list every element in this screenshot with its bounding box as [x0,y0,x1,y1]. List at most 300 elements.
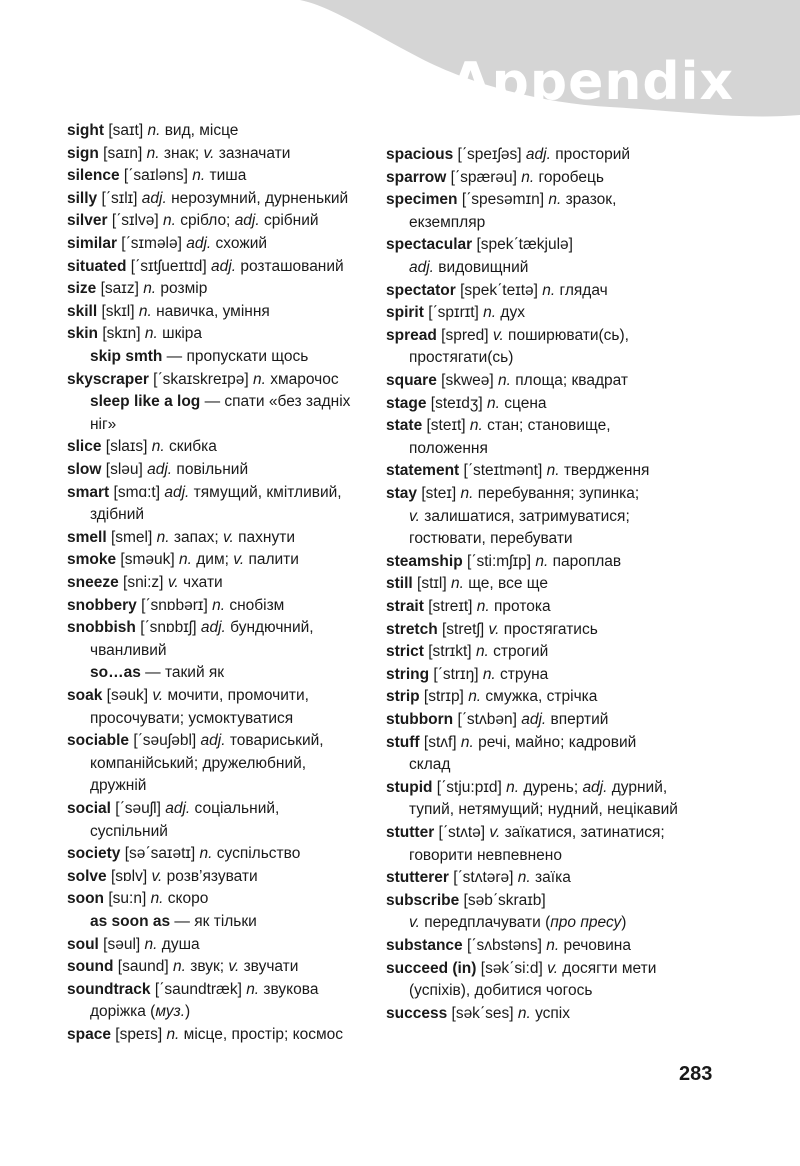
headword: soul [67,935,99,953]
entry-continuation-line [90,775,146,797]
entry-text: струна [495,665,549,683]
headword: steamship [386,552,463,570]
headword: strict [386,643,424,661]
entry-text: тямущий, кмітливий, [189,483,342,501]
part-of-speech: n. [147,122,161,139]
entry-text: ще, все ще [463,575,548,593]
headword: stupid [386,778,433,796]
entry-text: поширювати(сь), [503,326,629,344]
page-number: 283 [679,1063,713,1085]
headword: sight [67,122,105,139]
headword: society [67,845,121,863]
entry-text: палити [244,551,299,569]
part-of-speech: n. [138,302,152,320]
entry-text: тиша [205,167,247,185]
part-of-speech: v. [203,144,215,162]
entry-text: [spekˊtækjulə] [472,236,573,254]
entry-text: пахнути [233,528,295,546]
dictionary-entry [386,958,656,980]
entry-text: (успіхів), добитися чогось [409,982,593,1000]
part-of-speech: n. [246,980,260,998]
entry-text: площа; квадрат [510,372,628,389]
headword: skill [67,302,98,320]
entry-text: ) [185,1003,191,1021]
entry-text: звук; [185,958,229,976]
part-of-speech: n. [483,304,497,322]
entry-text: [smel] [106,528,157,546]
entry-text: передплачувати ( [419,914,551,932]
dictionary-entry [386,234,573,256]
entry-text: [ˊstrɪŋ] [429,665,483,683]
entry-text: [ˊsti:mʃɪp] [462,552,536,570]
entry-text: срібло; [175,212,235,230]
part-of-speech: n. [460,733,474,751]
entry-text: [ˊsaɪləns] [119,167,193,185]
headword: subscribe [386,891,460,909]
entry-text: [stɪl] [412,575,451,593]
entry-text: скоро [163,890,209,908]
part-of-speech: n. [162,212,176,230]
part-of-speech: adj. [234,212,260,230]
part-of-speech: n. [535,552,549,570]
part-of-speech: v. [492,326,504,344]
entry-text: [sni:z] [118,574,168,591]
entry-text: [skweə] [436,372,499,389]
part-of-speech: про пресу [550,914,622,932]
headword: soak [67,687,103,704]
entry-text: досягти мети [558,959,657,977]
headword: slow [67,461,102,478]
entry-text: [ˊsəuʃl] [110,800,166,817]
entry-text: зазначати [214,144,291,162]
entry-text: [ˊspeɪʃəs] [453,146,526,163]
entry-text: хмарочос [265,370,339,388]
headword: so…as [90,664,141,682]
part-of-speech: муз. [155,1003,186,1021]
entry-text: соціальний, [190,800,280,817]
headword: spacious [386,146,454,163]
entry-text: [ˊstʌtərə] [448,869,518,887]
headword: succeed (in) [386,959,477,977]
headword: sparrow [386,168,447,186]
dictionary-entry [386,822,665,844]
entry-text: успіх [530,1004,571,1022]
dictionary-entry [67,210,319,232]
entry-text: [saɪn] [98,144,147,162]
part-of-speech: v. [222,528,234,546]
headword: spectator [386,281,456,299]
entry-continuation-line [409,528,573,550]
entry-text: [ˊsnɒbɪʃ] [135,619,201,637]
dictionary-entry [67,143,290,165]
dictionary-entry [67,843,300,865]
headword: spirit [386,304,424,322]
dictionary-entry [67,866,258,888]
dictionary-entry [67,595,284,617]
entry-text: здібний [90,506,145,524]
entry-text: речовина [559,937,631,954]
entry-text: чхати [178,574,223,591]
entry-text: снобізм [225,596,285,614]
headword: stubborn [386,711,454,728]
dictionary-entry [386,302,525,324]
entry-text: нерозумний, дурненький [166,189,349,207]
entry-text: знак; [159,144,204,162]
entry-text: шкіра [157,325,203,343]
entry-continuation-line [409,799,678,821]
headword: sneeze [67,574,119,591]
entry-text: говорити невпевнено [409,846,562,864]
headword: smart [67,483,110,501]
entry-text: розмір [156,280,208,298]
dictionary-entry [386,890,546,912]
headword: stage [386,394,427,412]
entry-text: протока [489,598,551,615]
part-of-speech: n. [166,1026,180,1043]
entry-text: суспільний [90,822,168,840]
entry-text: товариський, [225,732,324,750]
entry-text: розв’язувати [162,867,258,885]
headword: smoke [67,551,117,569]
dictionary-entry [67,323,202,345]
entry-text: екземпляр [409,213,486,231]
headword: snobbish [67,619,136,637]
entry-text: [steɪ] [417,485,461,502]
entry-text: [ˊsnɒbərɪ] [136,596,213,614]
part-of-speech: n. [172,958,186,976]
entry-continuation-line [409,506,630,528]
part-of-speech: n. [212,596,226,614]
entry-text: компанійський; дружелюбний, [90,754,307,772]
entry-continuation-line [90,504,144,526]
entry-text: звукова [259,980,319,998]
dictionary-entry [386,551,621,573]
headword: silver [67,212,108,230]
headword: as soon as [90,913,171,930]
headword: size [67,280,97,298]
part-of-speech: adj. [147,461,173,478]
dictionary-entry [67,979,318,1001]
part-of-speech: n. [546,462,560,480]
entry-text: смужка, стрічка [481,688,598,706]
entry-text: [spekˊteɪtə] [455,281,543,299]
part-of-speech: n. [498,372,511,389]
headword: silly [67,189,98,207]
entry-text: — такий як [140,664,225,682]
entry-text: навичка, уміння [151,302,270,320]
entry-continuation-line [90,753,306,775]
dictionary-entry [386,641,548,663]
entry-text: бундючний, [225,619,314,637]
entry-continuation-line [409,257,528,279]
part-of-speech: v. [167,574,179,591]
dictionary-entry [67,188,348,210]
entry-text: [spred] [436,326,493,344]
entry-text: душа [157,935,200,953]
part-of-speech: adj. [164,483,190,501]
entry-continuation-line [90,1001,190,1023]
entry-text: срібний [259,212,319,230]
dictionary-entry [386,664,548,686]
dictionary-entry [386,460,649,482]
part-of-speech: n. [151,438,165,456]
dictionary-entry [67,617,314,639]
headword: stuff [386,733,420,751]
part-of-speech: v. [409,507,420,525]
dictionary-entry [67,888,208,910]
part-of-speech: n. [179,551,192,569]
dictionary-entry [67,798,279,820]
entry-text: впертий [546,711,609,728]
entry-text: [stretʃ] [437,620,489,638]
dictionary-entry [386,619,598,641]
entry-continuation-line [90,911,257,933]
appendix-title: Appendix [450,52,734,112]
dictionary-entry [67,934,200,956]
part-of-speech: n. [144,935,158,953]
entry-text: глядач [555,281,608,299]
headword: smell [67,528,107,546]
dictionary-entry [67,527,295,549]
entry-text: дух [496,304,525,322]
entry-text: залишатися, затримуватися; [419,507,630,525]
headword: spread [386,326,437,344]
entry-text: [skɪl] [97,302,139,320]
part-of-speech: adj. [211,257,237,275]
dictionary-entry [67,730,324,752]
entry-text: тупий, нетямущий; нудний, нецікавий [409,801,678,819]
dictionary-entry [386,732,636,754]
entry-text: [ˊsɪlvə] [107,212,163,230]
headword: sociable [67,732,130,750]
part-of-speech: n. [146,144,160,162]
entry-text: [skɪn] [98,325,145,343]
entry-text: — пропускати щось [162,348,309,365]
entry-text: [slaɪs] [101,438,152,456]
dictionary-entry [67,256,344,278]
headword: snobbery [67,596,137,614]
dictionary-entry [67,1024,343,1046]
entry-text: [ˊspɪrɪt] [423,304,484,322]
part-of-speech: n. [521,168,535,186]
entry-text: [səˊsaɪətɪ] [120,845,200,863]
entry-continuation-line [90,391,350,413]
entry-continuation-line [90,346,308,368]
headword: strait [386,598,424,615]
entry-continuation-line [409,212,485,234]
dictionary-entry [386,573,548,595]
entry-text: [streɪt] [423,598,477,615]
entry-text: [steɪdʒ] [426,394,487,412]
entry-text: суспільство [212,845,301,863]
entry-text: горобець [534,168,604,186]
entry-text: положення [409,439,488,457]
headword: square [386,372,437,389]
part-of-speech: n. [475,643,489,661]
part-of-speech: n. [546,937,560,954]
dictionary-entry [386,686,597,708]
headword: social [67,800,111,817]
entry-text: [səuk] [102,687,153,704]
part-of-speech: n. [150,890,164,908]
entry-continuation-line [409,980,592,1002]
entry-continuation-line [90,414,116,436]
dictionary-entry [67,165,246,187]
entry-text: повільний [172,461,249,478]
entry-text: просторий [550,146,631,163]
entry-text: розташований [236,257,344,275]
part-of-speech: n. [252,370,266,388]
part-of-speech: n. [460,485,474,502]
entry-continuation-line [409,347,513,369]
entry-text: [sɒlv] [106,867,152,885]
entry-text: строгий [488,643,549,661]
part-of-speech: adj. [141,189,167,207]
headword: string [386,665,430,683]
part-of-speech: n. [199,845,213,863]
entry-text: гостювати, перебувати [409,530,573,548]
headword: solve [67,867,107,885]
entry-text: запах; [169,528,223,546]
dictionary-entry [67,459,248,481]
entry-text: простягатись [499,620,598,638]
entry-text: [ˊsteɪtmənt] [459,462,547,480]
entry-text: [saund] [113,958,173,976]
entry-text: сцена [499,394,547,412]
entry-text: [saɪt] [104,122,148,139]
entry-text: дурний, [607,778,668,796]
entry-text: стан; становище, [482,417,611,435]
headword: stutterer [386,869,449,887]
entry-text: речі, майно; кадровий [473,733,637,751]
headword: sleep like a log [90,393,201,411]
headword: soon [67,890,105,908]
dictionary-entry [386,325,629,347]
part-of-speech: n. [143,280,157,298]
entry-text: видовищний [434,259,529,276]
entry-text: простягати(сь) [409,349,514,367]
headword: strip [386,688,420,706]
part-of-speech: n. [469,417,483,435]
entry-continuation-line [90,708,293,730]
entry-text: мочити, промочити, [163,687,309,704]
entry-text: [ˊskaɪskreɪpə] [148,370,253,388]
entry-text: пароплав [548,552,622,570]
headword: state [386,417,423,435]
headword: stay [386,485,418,502]
headword: soundtrack [67,980,151,998]
part-of-speech: v. [228,958,240,976]
entry-text: [səul] [98,935,145,953]
headword: sound [67,958,114,976]
dictionary-entry [67,956,298,978]
part-of-speech: n. [487,394,500,412]
entry-text: дружній [90,777,147,795]
dictionary-entry [67,278,207,300]
part-of-speech: adj. [525,146,551,163]
entry-text: [səbˊskraɪb] [459,891,546,909]
entry-text: ) [621,914,627,932]
entry-text: [ˊstʌbən] [453,711,522,728]
entry-text: скибка [164,438,217,456]
part-of-speech: v. [409,914,420,932]
headword: similar [67,235,117,252]
dictionary-entry [386,1003,570,1025]
part-of-speech: adj. [582,778,608,796]
headword: skyscraper [67,370,149,388]
entry-text: [sməuk] [116,551,180,569]
part-of-speech: v. [152,687,164,704]
headword: sign [67,144,99,162]
entry-text: зразок, [561,191,617,209]
dictionary-entry [67,482,342,504]
headword: substance [386,937,463,954]
headword: stretch [386,620,438,638]
entry-text: [ˊsɪlɪ] [97,189,142,207]
part-of-speech: n. [476,598,490,615]
entry-text: [strɪp] [419,688,469,706]
dictionary-entry [386,280,608,302]
part-of-speech: adj. [200,732,226,750]
part-of-speech: n. [144,325,158,343]
headword: stutter [386,824,435,841]
entry-text: вид, місце [160,122,239,139]
part-of-speech: v. [547,959,558,977]
entry-text: [səkˊsi:d] [476,959,548,977]
part-of-speech: v. [233,551,245,569]
dictionary-entry [67,685,309,707]
entry-continuation-line [409,912,626,934]
entry-text: дурень; [519,778,583,796]
part-of-speech: n. [192,167,206,185]
entry-text: [saɪz] [96,280,144,298]
dictionary-entry [386,144,630,166]
part-of-speech: n. [450,575,464,593]
part-of-speech: v. [488,620,500,638]
entry-continuation-line [409,845,562,867]
entry-text: [stʌf] [419,733,461,751]
dictionary-entry [386,370,628,392]
dictionary-entry [67,301,270,323]
entry-text: звучати [239,958,299,976]
entry-text: [ˊsʌbstəns] [462,937,547,954]
dictionary-entry [386,709,608,731]
dictionary-entry [67,572,223,594]
dictionary-entry [386,393,547,415]
headword: slice [67,438,102,456]
dictionary-entry [67,549,299,571]
headword: success [386,1004,448,1022]
entry-continuation-line [409,438,488,460]
headword: statement [386,462,460,480]
part-of-speech: adj. [186,235,212,252]
part-of-speech: adj. [200,619,226,637]
dictionary-entry [386,483,639,505]
entry-text: — як тільки [170,913,257,930]
entry-text: [speɪs] [110,1026,167,1043]
dictionary-entry [386,777,667,799]
part-of-speech: adj. [409,259,434,276]
entry-text: твердження [559,462,650,480]
dictionary-entry [67,369,339,391]
entry-text: [səkˊses] [447,1004,518,1022]
part-of-speech: n. [468,688,482,706]
part-of-speech: n. [156,528,170,546]
part-of-speech: adj. [165,800,191,817]
part-of-speech: n. [482,665,496,683]
entry-text: просочувати; усмоктуватися [90,709,294,727]
part-of-speech: adj. [521,711,547,728]
